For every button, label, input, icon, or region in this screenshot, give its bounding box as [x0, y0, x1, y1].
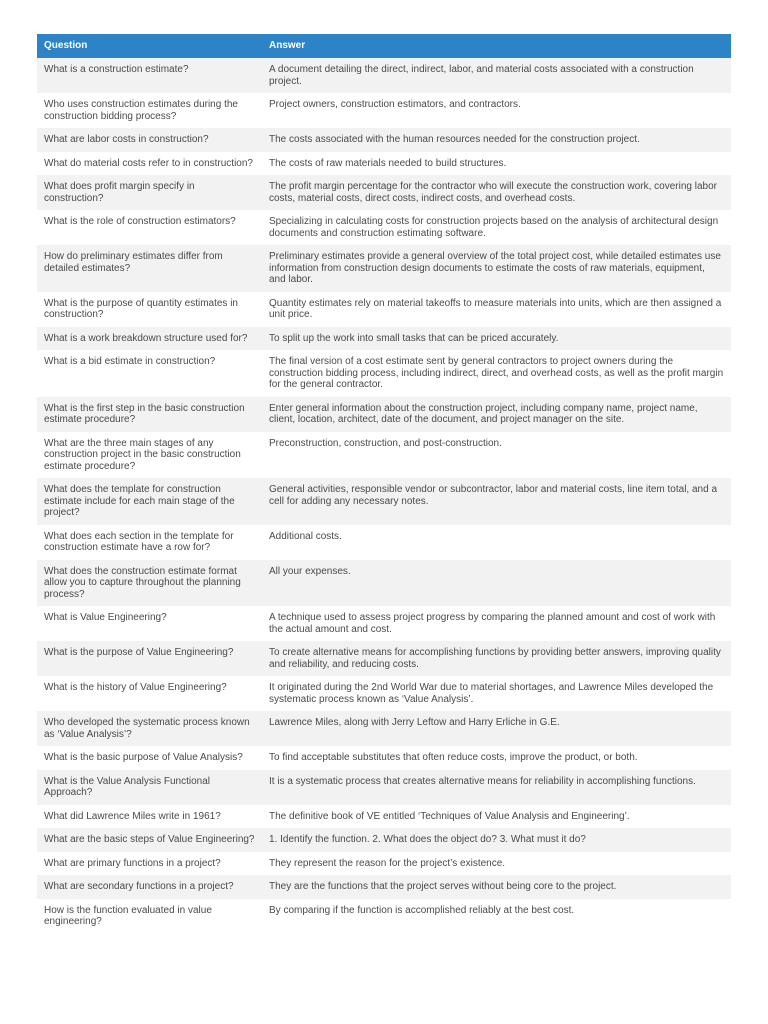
answer-cell: Preliminary estimates provide a general overview of the total project cost, while detailed estimates use information from construction design documents to estimate the costs of raw materials, equipment, and labor.	[262, 245, 731, 292]
table-row	[37, 58, 731, 93]
question-cell: What is a work breakdown structure used for?	[37, 327, 262, 351]
answer-cell: Additional costs.	[262, 525, 731, 560]
question-cell: What is a bid estimate in construction?	[37, 350, 262, 397]
question-cell: What is the purpose of quantity estimates in construction?	[37, 292, 262, 327]
table-row	[37, 641, 731, 676]
table-row	[37, 478, 731, 525]
question-cell: What is the basic purpose of Value Analysis?	[37, 746, 262, 770]
question-cell: What does the construction estimate format allow you to capture throughout the planning process?	[37, 560, 262, 607]
question-cell: Who uses construction estimates during the construction bidding process?	[37, 93, 262, 128]
table-row	[37, 292, 731, 327]
table-row	[37, 828, 731, 852]
table-row	[37, 711, 731, 746]
answer-cell: The profit margin percentage for the contractor who will execute the construction work, covering labor costs, material costs, direct costs, indirect costs, and overhead costs.	[262, 175, 731, 210]
answer-cell: It originated during the 2nd World War due to material shortages, and Lawrence Miles developed the systematic process known as ‘Value Analysis’.	[262, 676, 731, 711]
answer-cell: General activities, responsible vendor or subcontractor, labor and material costs, line item total, and a cell for adding any necessary notes.	[262, 478, 731, 525]
answer-cell: To create alternative means for accomplishing functions by providing better answers, improving quality and reliability, and reducing costs.	[262, 641, 731, 676]
table-row	[37, 128, 731, 152]
question-cell: What is Value Engineering?	[37, 606, 262, 641]
question-cell: What are secondary functions in a project?	[37, 875, 262, 899]
table-row	[37, 175, 731, 210]
question-cell: What is the purpose of Value Engineering?	[37, 641, 262, 676]
answer-cell: 1. Identify the function. 2. What does the object do? 3. What must it do?	[262, 828, 731, 852]
table-row	[37, 875, 731, 899]
table-row	[37, 560, 731, 607]
table-row	[37, 350, 731, 397]
table-body	[37, 58, 731, 934]
answer-cell: All your expenses.	[262, 560, 731, 607]
answer-cell: The costs of raw materials needed to build structures.	[262, 152, 731, 176]
answer-column-header: Answer	[262, 34, 731, 58]
answer-cell: Quantity estimates rely on material takeoffs to measure materials into units, which are then assigned a unit price.	[262, 292, 731, 327]
question-cell: What is the history of Value Engineering?	[37, 676, 262, 711]
question-cell: What are the basic steps of Value Engineering?	[37, 828, 262, 852]
answer-cell: It is a systematic process that creates alternative means for reliability in accomplishing functions.	[262, 770, 731, 805]
question-cell: How is the function evaluated in value engineering?	[37, 899, 262, 934]
table-row	[37, 525, 731, 560]
table-row	[37, 852, 731, 876]
answer-cell: The final version of a cost estimate sent by general contractors to project owners during the construction bidding process, including indirect, direct, and overhead costs, as well as the profit margin for the general contractor.	[262, 350, 731, 397]
answer-cell: Specializing in calculating costs for construction projects based on the analysis of architectural design documents and construction estimating software.	[262, 210, 731, 245]
answer-cell: The definitive book of VE entitled ‘Techniques of Value Analysis and Engineering’.	[262, 805, 731, 829]
answer-cell: A document detailing the direct, indirect, labor, and material costs associated with a construction project.	[262, 58, 731, 93]
table-row	[37, 93, 731, 128]
question-cell: What do material costs refer to in construction?	[37, 152, 262, 176]
table-row	[37, 210, 731, 245]
header-row	[37, 34, 731, 58]
question-cell: What did Lawrence Miles write in 1961?	[37, 805, 262, 829]
table-header	[37, 34, 731, 58]
table-row	[37, 746, 731, 770]
answer-cell: Lawrence Miles, along with Jerry Leftow and Harry Erliche in G.E.	[262, 711, 731, 746]
answer-cell: To split up the work into small tasks that can be priced accurately.	[262, 327, 731, 351]
question-cell: What does each section in the template for construction estimate have a row for?	[37, 525, 262, 560]
question-cell: Who developed the systematic process known as ‘Value Analysis’?	[37, 711, 262, 746]
table-row	[37, 805, 731, 829]
answer-cell: A technique used to assess project progress by comparing the planned amount and cost of work with the actual amount and cost.	[262, 606, 731, 641]
question-cell: What are the three main stages of any construction project in the basic construction estimate procedure?	[37, 432, 262, 479]
answer-cell: By comparing if the function is accomplished reliably at the best cost.	[262, 899, 731, 934]
question-column-header: Question	[37, 34, 262, 58]
answer-cell: Project owners, construction estimators, and contractors.	[262, 93, 731, 128]
table-row	[37, 432, 731, 479]
answer-cell: To find acceptable substitutes that often reduce costs, improve the product, or both.	[262, 746, 731, 770]
question-cell: What does profit margin specify in construction?	[37, 175, 262, 210]
table-row	[37, 397, 731, 432]
answer-cell: Preconstruction, construction, and post-construction.	[262, 432, 731, 479]
table-row	[37, 327, 731, 351]
answer-cell: The costs associated with the human resources needed for the construction project.	[262, 128, 731, 152]
table-row	[37, 245, 731, 292]
question-cell: What are labor costs in construction?	[37, 128, 262, 152]
question-cell: What is the Value Analysis Functional Approach?	[37, 770, 262, 805]
question-cell: What is the role of construction estimators?	[37, 210, 262, 245]
answer-cell: Enter general information about the construction project, including company name, project name, client, location, architect, date of the document, and project manager on the site.	[262, 397, 731, 432]
question-cell: What is a construction estimate?	[37, 58, 262, 93]
question-cell: How do preliminary estimates differ from detailed estimates?	[37, 245, 262, 292]
table-row	[37, 676, 731, 711]
question-cell: What does the template for construction estimate include for each main stage of the project?	[37, 478, 262, 525]
answer-cell: They are the functions that the project serves without being core to the project.	[262, 875, 731, 899]
table-row	[37, 899, 731, 934]
table-row	[37, 770, 731, 805]
question-cell: What is the first step in the basic construction estimate procedure?	[37, 397, 262, 432]
table-row	[37, 152, 731, 176]
table-row	[37, 606, 731, 641]
answer-cell: They represent the reason for the project’s existence.	[262, 852, 731, 876]
question-cell: What are primary functions in a project?	[37, 852, 262, 876]
qa-table	[37, 34, 731, 934]
